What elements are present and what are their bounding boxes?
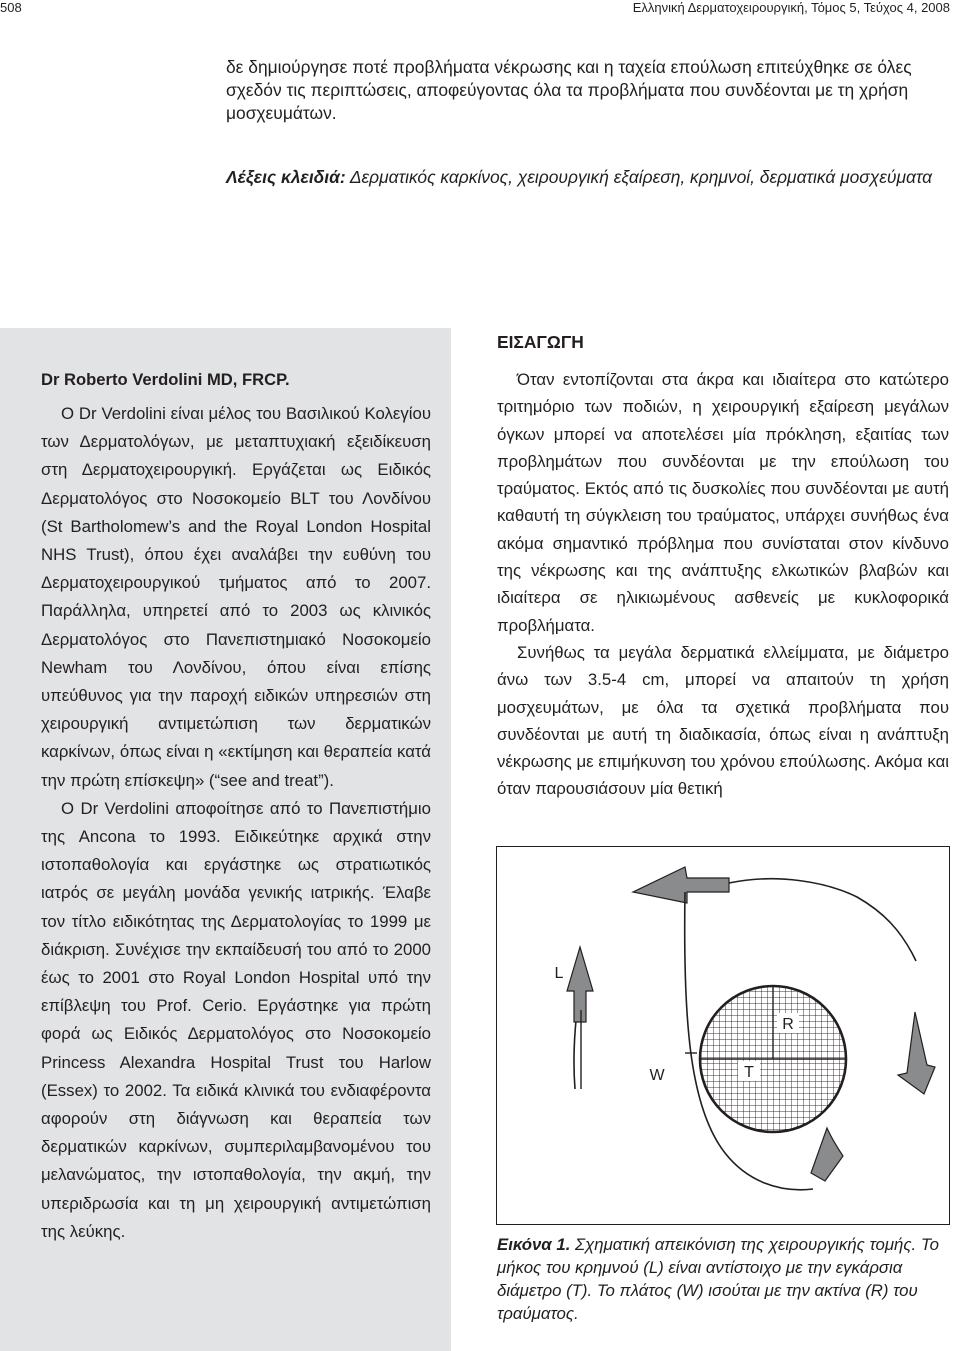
- figure-caption: [497, 1233, 951, 1325]
- keywords-text: Δερματικός καρκίνος, χειρουργική εξαίρεση, κρημνοί, δερματικά μοσχεύματα: [345, 167, 933, 187]
- bio-paragraph: Ο Dr Verdolini αποφοίτησε από το Πανεπιστήμιο της Ancona το 1993. Ειδικεύτηκε αρχικά στην ιστοπαθολογία και εργάστηκε ως στρατιωτικός ιατρός σε μεγάλη μονάδα γενικής ιατρικής. Έλαβε τον τίτλο ειδικότητας της Δερματολογίας το 1999 με διάκριση. Συνέχισε την εκπαίδευσή του από το 2000 έως το 2001 στο Royal London Hospital υπό την επίβλεψη του Prof. Cerio. Εργάστηκε για πρώτη φορά ως Ειδικός Δερματολόγος στο Νοσοκομείο Princess Alexandra Hospital Trust του Harlow (Essex) το 2002. Τα ειδικά κλινικά του ενδιαφέροντα αφορούν στη διάγνωση και θεραπεία των δερματικών καρκίνων, συμπεριλαμβανομένου του μελανώματος, την ιστοπαθολογία, την ακμή, την υπεριδρωσία και τη μη χειρουργική αντιμετώπιση της λεύκης.: [41, 798, 431, 1241]
- arrow-right-icon: [898, 1012, 935, 1094]
- arrow-top-icon: [633, 867, 729, 903]
- journal-header: Ελληνική Δερματοχειρουργική, Τόμος 5, Τεύχος 4, 2008: [632, 0, 950, 15]
- figure-1: [496, 846, 950, 1225]
- arrow-bottom-icon: [811, 1128, 843, 1181]
- keywords-label: Λέξεις κλειδιά:: [226, 167, 346, 187]
- caption-label: Εικόνα 1.: [497, 1235, 571, 1254]
- flap-diagram: [497, 847, 951, 1226]
- label-T: T: [744, 1064, 754, 1081]
- section-paragraph: Όταν εντοπίζονται στα άκρα και ιδιαίτερα στο κατώτερο τριτημόριο των ποδιών, η χειρουργική εξαίρεση μεγάλων όγκων μπορεί να αποτελέσει μία πρόκληση, εξαιτίας των προβλημάτων που συνδέονται με την επούλωση του τραύματος. Εκτός από τις δυσκολίες που συνδέονται με αυτή καθαυτή τη σύγκλειση του τραύματος, υπάρχει συνήθως ένα ακόμα σημαντικό πρόβλημα που συνίσταται στον κίνδυνο της νέκρωσης και της ανάπτυξης ελκωτικών βλαβών και ιδιαίτερα σε ηλικιωμένους ασθενείς με κυκλοφορικά προβλήματα.: [497, 370, 949, 635]
- caption-text: Σχηματική απεικόνιση της χειρουργικής τομής. Το μήκος του κρημνού (L) είναι αντίστοιχο με την εγκάρσια διάμετρο (T). Το πλάτος (W) ισούται με την ακτίνα (R) του τραύματος.: [497, 1235, 939, 1323]
- intro-paragraph: δε δημιούργησε ποτέ προβλήματα νέκρωσης και η ταχεία επούλωση επιτεύχθηκε σε όλες σχεδόν τις περιπτώσεις, αποφεύγοντας όλα τα προβλήματα που συνδέονται με τη χρήση μοσχευμάτων.: [226, 57, 912, 123]
- arrow-left-icon: [567, 947, 593, 1022]
- author-name: Dr Roberto Verdolini MD, FRCP.: [41, 370, 290, 389]
- label-W: W: [649, 1067, 665, 1084]
- keywords: [226, 164, 948, 190]
- author-bio-text: [41, 400, 431, 1246]
- label-R: R: [782, 1016, 794, 1033]
- bio-paragraph: Ο Dr Verdolini είναι μέλος του Βασιλικού Κολεγίου των Δερματολόγων, με μεταπτυχιακή εξειδίκευση στη Δερματοχειρουργική. Εργάζεται ως Ειδικός Δερματολόγος στο Νοσοκομείο BLT του Λονδίνου (St Bartholomew’s and the Royal London Hospital NHS Trust), όπου έχει αναλάβει την ευθύνη του Δερματοχειρουργικού τμήματος από το 2007. Παράλληλα, υπηρετεί από το 2003 ως κλινικός Δερματολόγος στο Πανεπιστημιακό Νοσοκομείο Newham του Λονδίνου, όπου είναι επίσης υπεύθυνος για την παροχή ειδικών υπηρεσιών στη χειρουργική αντιμετώπιση των δερματικών καρκίνων, όπως είναι η «εκτίμηση και θεραπεία κατά την πρώτη επίσκεψη» (“see and treat”).: [41, 404, 431, 790]
- label-L: L: [554, 965, 564, 982]
- page-number: 508: [0, 0, 22, 15]
- section-title: ΕΙΣΑΓΩΓΗ: [497, 332, 584, 352]
- section-paragraph: Συνήθως τα μεγάλα δερματικά ελλείμματα, με διάμετρο άνω των 3.5-4 cm, μπορεί να απαιτούν τη χρήση μοσχευμάτων, με όλα τα σχετικά προβλήματα που συνδέονται με αυτή τη διαδικασία, όπως είναι η ανάπτυξη νέκρωσης με επιμήκυνση του χρόνου επούλωσης. Ακόμα και όταν παρουσιάσουν μία θετική: [497, 642, 949, 799]
- section-body: [497, 366, 949, 803]
